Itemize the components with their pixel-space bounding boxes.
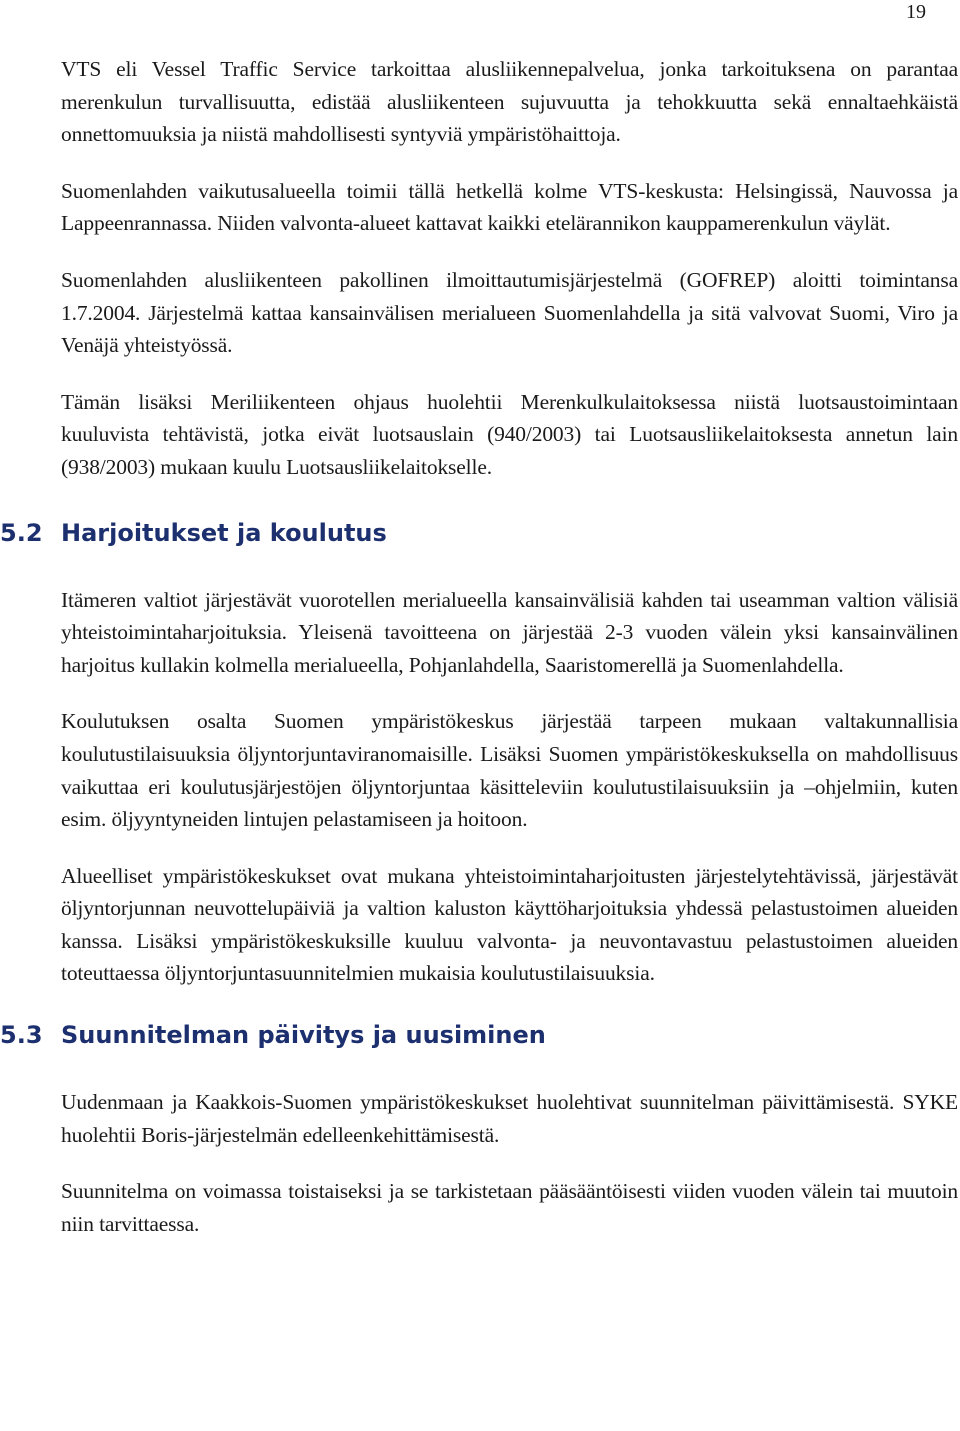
page-number: 19 bbox=[906, 1, 926, 23]
paragraph-voimassaolo: Suunnitelma on voimassa toistaiseksi ja se tarkistetaan pääsääntöisesti viiden vuoden välein tai muutoin niin tarvittaessa. bbox=[61, 1179, 958, 1236]
paragraph-vts-definition: VTS eli Vessel Traffic Service tarkoittaa alusliikennepalvelua, jonka tarkoituksena on parantaa merenkulun turvallisuutta, edistää alusliikenteen sujuvuutta ja tehokkuutta sekä ennaltaehkäistä onnettomuuksia ja niistä mahdollisesti syntyviä ympäristöhaittoja. bbox=[61, 57, 958, 147]
section-title: Harjoitukset ja koulutus bbox=[61, 518, 387, 547]
paragraph-paivitys: Uudenmaan ja Kaakkois-Suomen ympäristökeskukset huolehtivat suunnitelman päivittämisestä. SYKE huolehtii Boris-järjestelmän edelleenkehittämisestä. bbox=[61, 1090, 958, 1147]
paragraph-koulutus: Koulutuksen osalta Suomen ympäristökeskus järjestää tarpeen mukaan valtakunnallisia koulutustilaisuuksia öljyntorjuntaviranomaisille. Lisäksi Suomen ympäristökeskuksella on mahdollisuus vaikuttaa eri koulutusjärjestöjen öljyntorjuntaa käsitteleviin koulutustilaisuuksiin ja –ohjelmiin, kuten esim. öljyyntyneiden lintujen pelastamiseen ja hoitoon. bbox=[61, 709, 958, 832]
paragraph-meriliikenne: Tämän lisäksi Meriliikenteen ohjaus huolehtii Merenkulkulaitoksessa niistä luotsaustoimintaan kuuluvista tehtävistä, jotka eivät luotsauslain (940/2003) tai Luotsausliikelaitoksesta annetun lain (938/2003) mukaan kuulu Luotsausliikelaitokselle. bbox=[61, 389, 958, 479]
paragraph-alueelliset: Alueelliset ympäristökeskukset ovat mukana yhteistoimintaharjoitusten järjestelytehtävissä, järjestävät öljyntorjunnan neuvottelupäiviä ja valtion kaluston käyttöharjoituksia yhdessä pelastustoimen alueiden kanssa. Lisäksi ympäristökeskuksille kuuluu valvonta- ja neuvontavastuu pelastustoimen alueiden toteuttaessa öljyntorjuntasuunnitelmien mukaisia koulutustilaisuuksia. bbox=[61, 863, 958, 986]
document-body bbox=[0, 53, 958, 1240]
paragraph-harjoitukset: Itämeren valtiot järjestävät vuorotellen merialueella kansainvälisiä kahden tai useamman valtion välisiä yhteistoimintaharjoituksia. Yleisenä tavoitteena on järjestää 2-3 vuoden välein yksi kansainvälinen harjoitus kullakin kolmella merialueella, Pohjanlahdella, Saaristomerellä ja Suomenlahdella. bbox=[61, 587, 958, 677]
paragraph-vts-centres: Suomenlahden vaikutusalueella toimii tällä hetkellä kolme VTS-keskusta: Helsingissä, Nauvossa ja Lappeenrannassa. Niiden valvonta-alueet kattavat kaikki etelärannikon kauppamerenkulun väylät. bbox=[61, 178, 958, 236]
section-number: 5.2 bbox=[0, 518, 43, 547]
section-heading-5-3 bbox=[0, 1020, 958, 1050]
section-title: Suunnitelman päivitys ja uusiminen bbox=[61, 1021, 546, 1050]
paragraph-gofrep: Suomenlahden alusliikenteen pakollinen ilmoittautumisjärjestelmä (GOFREP) aloitti toimintansa 1.7.2004. Järjestelmä kattaa kansainvälisen merialueen Suomenlahdella ja sitä valvovat Suomi, Viro ja Venäjä yhteistyössä. bbox=[61, 267, 958, 358]
section-heading-5-2 bbox=[0, 518, 958, 548]
section-number: 5.3 bbox=[0, 1021, 43, 1050]
